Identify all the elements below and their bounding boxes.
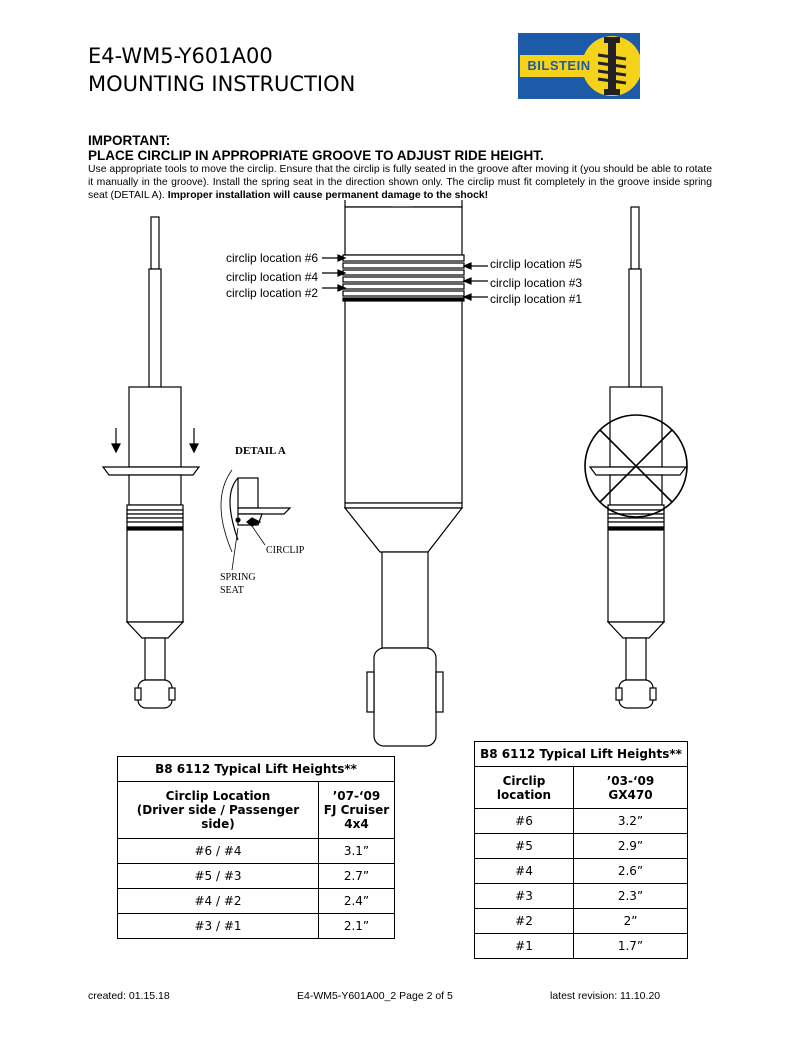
gx-table-title: B8 6112 Typical Lift Heights** (475, 742, 688, 767)
gx-col1-header (475, 767, 574, 809)
table-row (475, 884, 688, 909)
circlip-label-6: circlip location #6 (226, 251, 319, 265)
fj-col1-header (118, 782, 319, 839)
circlip-label-3: circlip location #3 (490, 276, 583, 290)
gx-location: #3 (475, 884, 574, 909)
table-row (118, 914, 395, 939)
title-line-2: MOUNTING INSTRUCTION (88, 72, 356, 96)
gx-value: 2.6” (574, 859, 688, 884)
gx-value: 1.7” (574, 934, 688, 959)
gx-col2-header-line2: GX470 (608, 787, 653, 802)
gx-col2-header-line1: ’03-‘09 (606, 773, 655, 788)
spring-seat-callout-1: SPRING (220, 572, 256, 583)
fj-value: 2.7” (319, 864, 395, 889)
table-row (475, 934, 688, 959)
fj-col2-header (319, 782, 395, 839)
fj-location: #4 / #2 (118, 889, 319, 914)
footer-created: created: 01.15.18 (88, 990, 170, 1002)
fj-value: 3.1” (319, 839, 395, 864)
fj-col1-header-line1: Circlip Location (165, 789, 271, 803)
fj-table-title: B8 6112 Typical Lift Heights** (118, 757, 395, 782)
fj-location: #5 / #3 (118, 864, 319, 889)
detail-a-title: DETAIL A (235, 445, 286, 457)
gx-col1-header-line2: location (496, 787, 552, 802)
important-body-text: Use appropriate tools to move the circlip. Ensure that the circlip is fully seated in the groove after moving it (you should be able to rotate it manually in the groove). Install the spring seat in the direction shown only. The circlip must fit completely in the groove inside spring seat (DETAIL A). (88, 164, 712, 201)
circlip-label-2: circlip location #2 (226, 286, 319, 300)
footer-revision: latest revision: 11.10.20 (550, 990, 661, 1002)
gx-value: 2.9” (574, 834, 688, 859)
important-subheading: PLACE CIRCLIP IN APPROPRIATE GROOVE TO ADJUST RIDE HEIGHT. (88, 148, 544, 163)
title-line-1: E4-WM5-Y601A00 (88, 44, 273, 68)
table-row (118, 839, 395, 864)
fj-col2-header-line3: 4x4 (344, 817, 369, 831)
left-shock (103, 217, 199, 708)
gx-col2-header (574, 767, 688, 809)
table-row (118, 889, 395, 914)
gx-location: #2 (475, 909, 574, 934)
fj-col1-header-line2: (Driver side / Passenger side) (136, 803, 300, 831)
table-row (475, 834, 688, 859)
logo-text: BILSTEIN (527, 58, 591, 73)
table-row (475, 809, 688, 834)
circlip-callout: CIRCLIP (266, 545, 305, 556)
table-row (475, 859, 688, 884)
circlip-label-4: circlip location #4 (226, 270, 319, 284)
important-heading: IMPORTANT: (88, 133, 171, 148)
fj-value: 2.1” (319, 914, 395, 939)
table-row (475, 909, 688, 934)
gx-col1-header-line1: Circlip (502, 773, 546, 788)
gx-value: 2” (574, 909, 688, 934)
center-shock (343, 200, 464, 746)
gx-location: #4 (475, 859, 574, 884)
gx-value: 3.2” (574, 809, 688, 834)
circlip-label-1: circlip location #1 (490, 292, 583, 306)
circlip-label-5: circlip location #5 (490, 257, 583, 271)
fj-location: #3 / #1 (118, 914, 319, 939)
gx-lift-table (474, 741, 688, 959)
gx-location: #6 (475, 809, 574, 834)
gx-location: #1 (475, 934, 574, 959)
fj-col2-header-line2: FJ Cruiser (323, 803, 390, 817)
gx-value: 2.3” (574, 884, 688, 909)
table-row (118, 864, 395, 889)
footer-page: E4-WM5-Y601A00_2 Page 2 of 5 (297, 990, 453, 1002)
important-warning: Improper installation will cause permanent damage to the shock! (167, 190, 489, 201)
spring-seat-callout-2: SEAT (220, 585, 244, 596)
gx-location: #5 (475, 834, 574, 859)
fj-location: #6 / #4 (118, 839, 319, 864)
right-shock (590, 207, 686, 708)
fj-value: 2.4” (319, 889, 395, 914)
fj-col2-header-line1: ’07-‘09 (332, 789, 381, 803)
fj-lift-table (117, 756, 395, 939)
